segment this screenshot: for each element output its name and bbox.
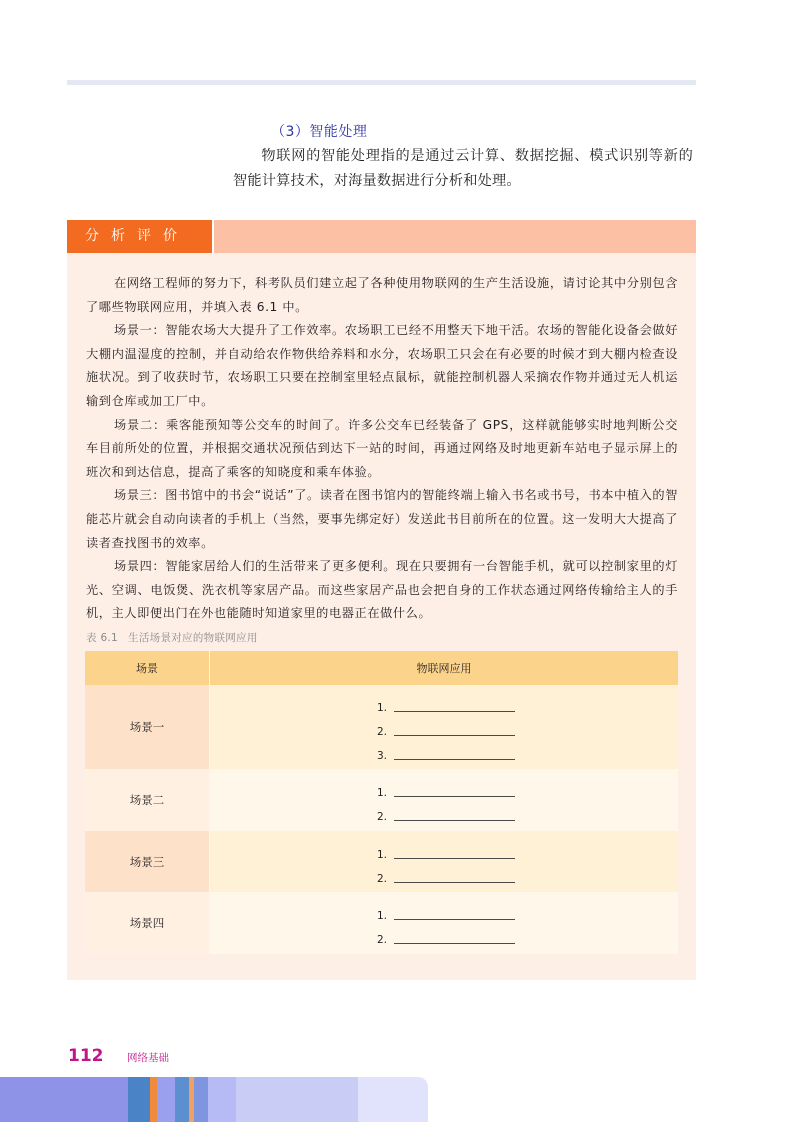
analysis-box <box>67 220 696 980</box>
fill-in-blank[interactable] <box>394 931 515 944</box>
table-row <box>85 892 678 954</box>
line-number: 2. <box>377 726 388 738</box>
scene-label: 场景一 <box>85 685 210 769</box>
fill-in-blank[interactable] <box>394 846 515 859</box>
table-caption <box>86 630 258 645</box>
header-scene: 场景 <box>85 651 210 685</box>
scene-two-paragraph: 场景二：乘客能预知等公交车的时间了。许多公交车已经装备了 GPS，这样就能够实时地判断公交车目前所处的位置，并根据交通状况预估到达下一站的时间，再通过网络及时地更新车站电子显示屏上的班次和到达信息，提高了乘客的知晓度和乘车体验。 <box>86 417 678 479</box>
line-number: 2. <box>377 934 388 946</box>
header-divider <box>212 220 214 253</box>
answer-line <box>377 899 678 923</box>
intro-paragraph: 在网络工程师的努力下，科考队员们建立起了各种使用物联网的生产生活设施，请讨论其中分别包含了哪些物联网应用，并填入表 6.1 中。 <box>86 276 678 314</box>
band-stripe <box>150 1077 157 1122</box>
answer-cell <box>210 769 679 831</box>
decorative-footer-band <box>0 1077 800 1122</box>
band-stripe <box>194 1077 208 1122</box>
page-number: 112 <box>68 1046 104 1066</box>
table-row <box>85 769 678 831</box>
book-title: 网络基础 <box>127 1052 169 1064</box>
fill-in-blank[interactable] <box>394 907 515 920</box>
table-header-row <box>85 651 678 685</box>
table-caption-text: 生活场景对应的物联网应用 <box>128 632 258 644</box>
scene-label: 场景四 <box>85 892 210 954</box>
table-row <box>85 831 678 892</box>
fill-in-blank[interactable] <box>394 784 515 797</box>
fill-in-blank[interactable] <box>394 747 515 760</box>
line-number: 3. <box>377 750 388 762</box>
answer-line <box>377 838 678 862</box>
scene-label: 场景二 <box>85 769 210 831</box>
answer-cell <box>210 892 679 954</box>
band-stripe <box>358 1077 428 1122</box>
analysis-text <box>86 272 678 626</box>
scene-four-paragraph: 场景四：智能家居给人们的生活带来了更多便利。现在只要拥有一台智能手机，就可以控制家里的灯光、空调、电饭煲、洗衣机等家居产品。而这些家居产品也会把自身的工作状态通过网络传输给主人的手机，主人即便出门在外也能随时知道家里的电器正在做什么。 <box>86 559 678 621</box>
line-number: 1. <box>377 702 388 714</box>
band-stripe <box>157 1077 175 1122</box>
line-number: 1. <box>377 787 388 799</box>
band-stripe <box>236 1077 358 1122</box>
table-caption-number: 表 6.1 <box>86 632 119 644</box>
header-application: 物联网应用 <box>210 651 679 685</box>
line-number: 2. <box>377 811 388 823</box>
answer-line <box>377 739 678 763</box>
answer-line <box>377 691 678 715</box>
fill-in-blank[interactable] <box>394 699 515 712</box>
section-heading: （3）智能处理 <box>271 124 368 140</box>
line-number: 2. <box>377 872 388 885</box>
answer-line <box>377 923 678 947</box>
section-body: 物联网的智能处理指的是通过云计算、数据挖掘、模式识别等新的智能计算技术，对海量数据进行分析和处理。 <box>233 148 693 189</box>
scene-one-paragraph: 场景一：智能农场大大提升了工作效率。农场职工已经不用整天下地干活。农场的智能化设备会做好大棚内温湿度的控制，并自动给农作物供给养料和水分，农场职工只会在有必要的时候才到大棚内检查设施状况。到了收获时节，农场职工只要在控制室里轻点鼠标，就能控制机器人采摘农作物并通过无人机运输到仓库或加工厂中。 <box>86 323 678 408</box>
analysis-header-bar <box>67 220 696 253</box>
analysis-title: 分析评价 <box>67 220 212 253</box>
scene-three-paragraph: 场景三：图书馆中的书会“说话”了。读者在图书馆内的智能终端上输入书名或书号，书本中植入的智能芯片就会自动向读者的手机上（当然，要事先绑定好）发送此书目前所在的位置。这一发明大大提高了读者查找图书的效率。 <box>86 488 678 550</box>
answer-line <box>377 715 678 739</box>
scene-label: 场景三 <box>85 831 210 892</box>
answer-cell <box>210 685 679 769</box>
table-row <box>85 685 678 769</box>
band-stripe <box>128 1077 150 1122</box>
band-stripe <box>208 1077 236 1122</box>
answer-cell <box>210 831 679 892</box>
answer-line <box>377 800 678 824</box>
fill-in-blank[interactable] <box>394 870 515 883</box>
band-stripe <box>175 1077 189 1122</box>
top-rule <box>67 80 696 85</box>
answer-line <box>377 776 678 800</box>
band-stripe <box>0 1077 128 1122</box>
fill-in-blank[interactable] <box>394 808 515 821</box>
line-number: 1. <box>377 910 388 922</box>
line-number: 1. <box>377 848 388 861</box>
fill-in-blank[interactable] <box>394 723 515 736</box>
answer-line <box>377 862 678 886</box>
iot-application-table <box>85 651 678 954</box>
